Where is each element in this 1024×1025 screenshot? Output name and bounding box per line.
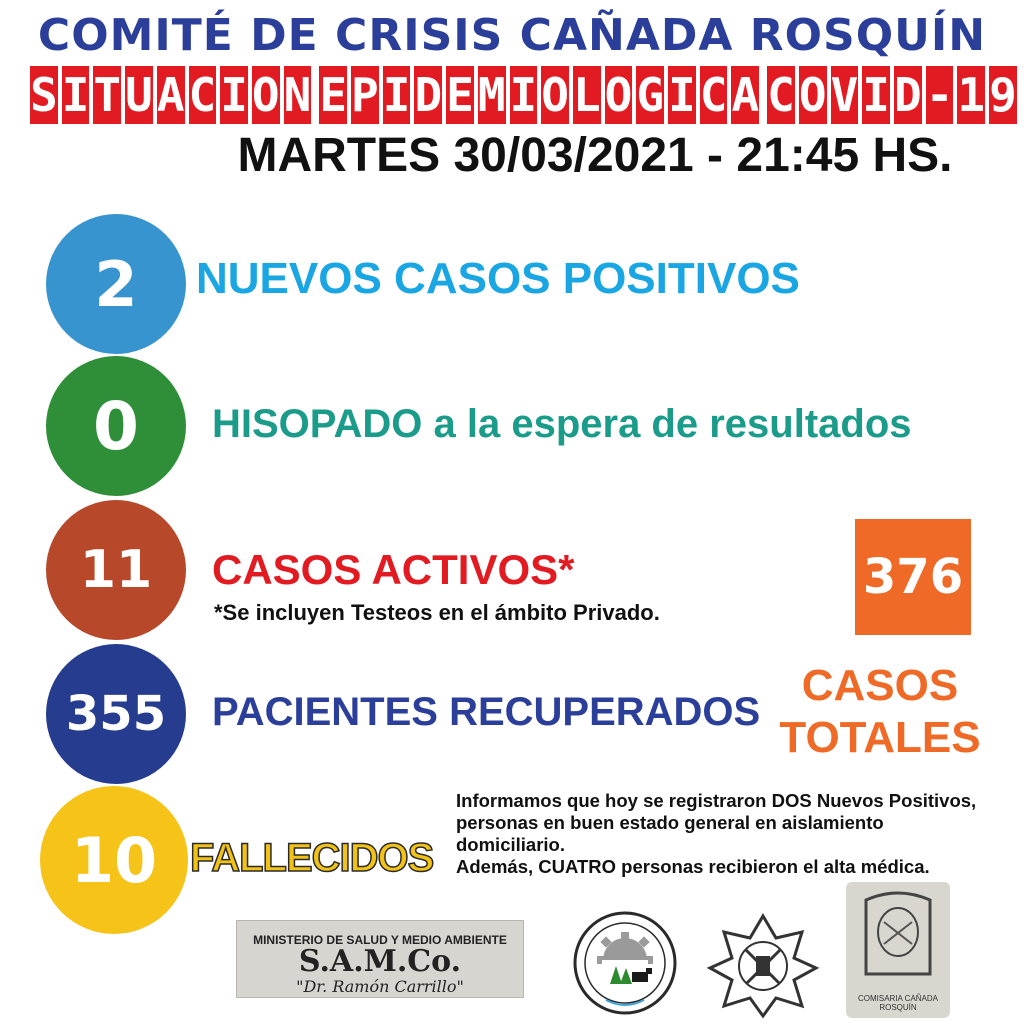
subtitle-letter: N	[283, 68, 312, 122]
subtitle-letter: I	[61, 68, 90, 122]
samco-logo	[236, 920, 524, 998]
subtitle-letter: I	[668, 68, 696, 122]
subtitle-letter: P	[351, 68, 379, 122]
subtitle-letter: C	[699, 68, 728, 122]
info-text	[456, 790, 996, 878]
total-cases-count: 376	[855, 519, 971, 635]
subtitle-letter: T	[93, 68, 122, 122]
subtitle-letter: U	[125, 68, 153, 122]
active-cases-count: 11	[46, 500, 186, 640]
samco-name: S.A.M.Co.	[298, 944, 462, 979]
info-paragraph-2: Además, CUATRO personas recibieron el alta médica.	[456, 856, 930, 877]
subtitle-letter: I	[509, 68, 538, 122]
subtitle-letter: D	[893, 68, 922, 122]
firefighters-logo-icon	[704, 910, 822, 1020]
active-cases-label: CASOS ACTIVOS*	[212, 546, 575, 593]
subtitle-letter: E	[319, 68, 348, 122]
subtitle-letter: 1	[957, 68, 986, 122]
subtitle-letter: G	[636, 68, 665, 122]
subtitle-letter: I	[220, 68, 248, 122]
samco-ministry: MINISTERIO DE SALUD Y MEDIO AMBIENTE	[253, 933, 507, 947]
new-cases-count: 2	[46, 214, 186, 354]
new-cases-label: NUEVOS CASOS POSITIVOS	[196, 254, 800, 303]
recovered-count: 355	[46, 644, 186, 784]
police-stamp-text: COMISARIA CAÑADA ROSQUÍN	[857, 994, 938, 1012]
comuna-logo-icon	[566, 908, 684, 1018]
total-cases-label-line1: CASOS	[801, 661, 959, 710]
subtitle-letter: A	[156, 68, 185, 122]
total-cases-label-line2: TOTALES	[779, 713, 981, 762]
total-cases-label	[760, 660, 1000, 764]
subtitle-letter: A	[731, 68, 760, 122]
info-paragraph-1: Informamos que hoy se registraron DOS Nuevos Positivos, personas en buen estado general en aislamiento domiciliario.	[456, 790, 977, 855]
subtitle-letter: L	[572, 68, 601, 122]
subtitle-letter: -	[925, 68, 954, 122]
samco-subtitle: "Dr. Ramón Carrillo"	[296, 977, 464, 996]
header-title: COMITÉ DE CRISIS CAÑADA ROSQUÍN	[37, 10, 987, 61]
pending-swab-label: HISOPADO a la espera de resultados	[212, 402, 912, 446]
subtitle-letter: V	[830, 68, 859, 122]
recovered-label: PACIENTES RECUPERADOS	[212, 690, 761, 734]
active-cases-note: *Se incluyen Testeos en el ámbito Privado.	[214, 600, 660, 625]
subtitle-letter: D	[414, 68, 443, 122]
subtitle-letter: M	[477, 68, 506, 122]
subtitle-letter: 9	[989, 68, 1017, 122]
subtitle-letter: I	[862, 68, 890, 122]
subtitle-letter: O	[251, 68, 280, 122]
subtitle-letter: C	[767, 68, 795, 122]
subtitle-letter: O	[798, 68, 827, 122]
subtitle-letter: O	[604, 68, 633, 122]
police-stamp-logo	[846, 882, 950, 1018]
subtitle-letter: O	[541, 68, 569, 122]
deceased-label: FALLECIDOS	[190, 836, 434, 880]
subtitle-letter: E	[446, 68, 474, 122]
subtitle-letter: I	[382, 68, 411, 122]
subtitle-letter: S	[30, 68, 58, 122]
header-subtitle	[28, 66, 1017, 124]
pending-swab-count: 0	[46, 356, 186, 496]
deceased-count: 10	[40, 786, 188, 934]
date-line: MARTES 30/03/2021 - 21:45 HS.	[237, 129, 953, 182]
subtitle-letter: C	[188, 68, 217, 122]
